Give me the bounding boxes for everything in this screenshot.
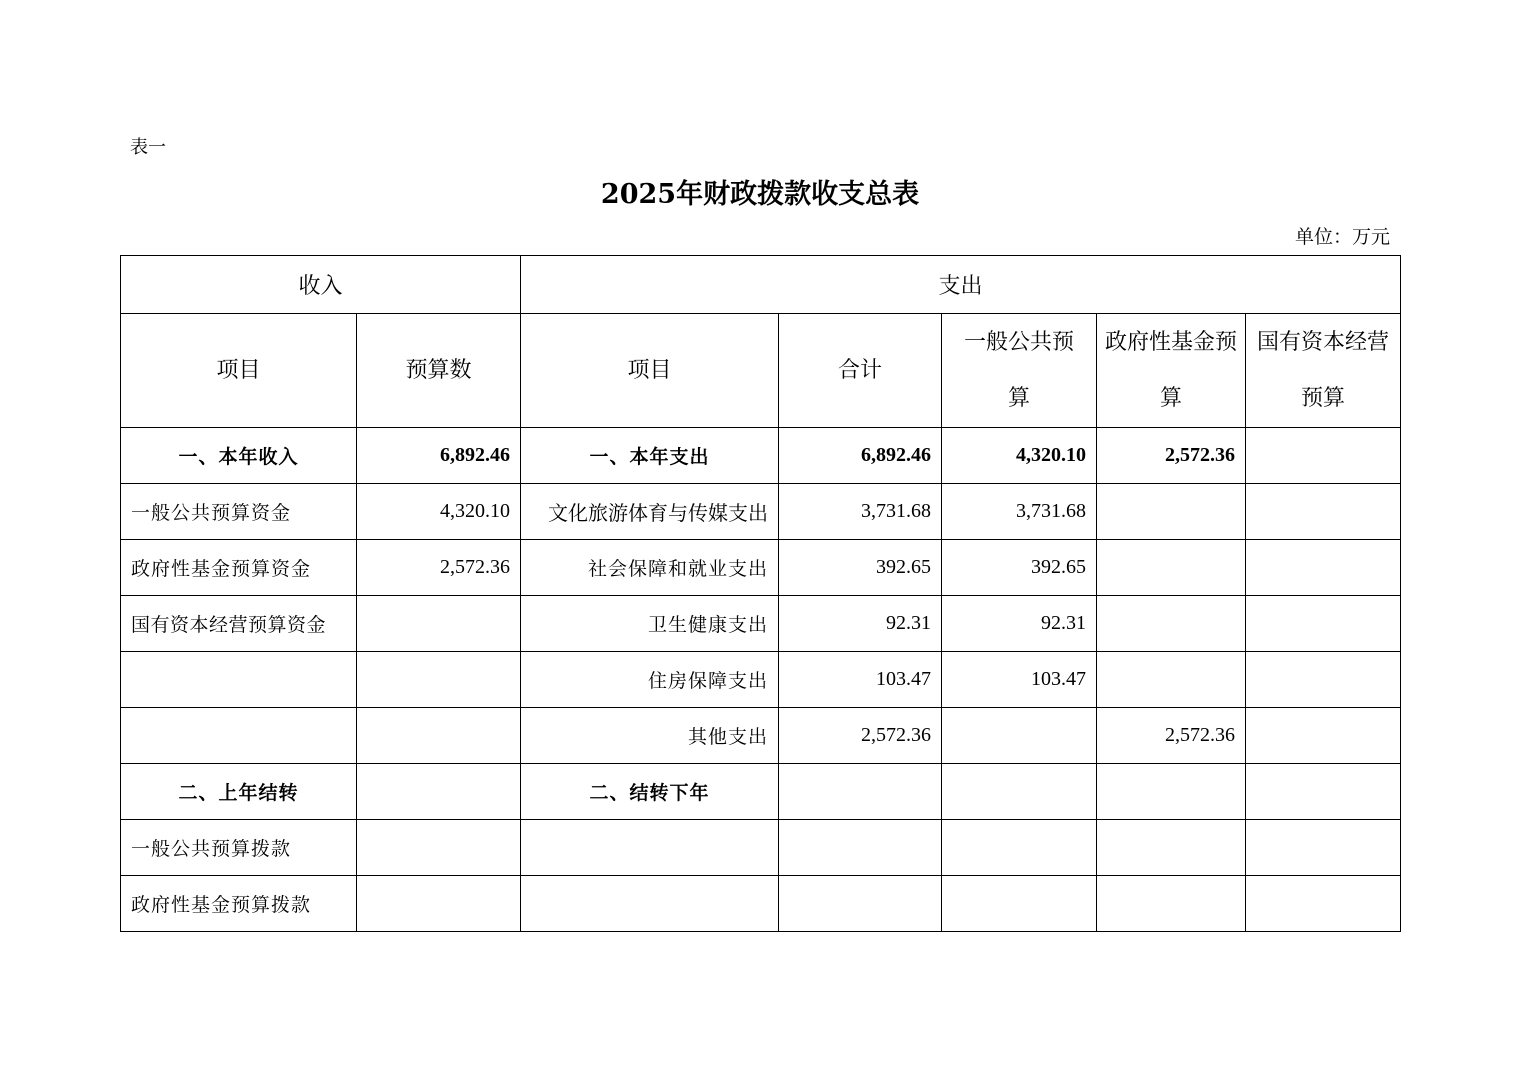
unit-label: 单位：万元 <box>1294 226 1390 248</box>
expense-item-cell: 卫生健康支出 <box>521 596 779 652</box>
expense-item-cell <box>521 876 779 932</box>
general-cell <box>942 876 1097 932</box>
table-row <box>121 484 1401 540</box>
gov-fund-cell <box>1097 652 1246 708</box>
income-budget-cell <box>357 596 521 652</box>
budget-table <box>120 255 1401 932</box>
income-item-cell: 一般公共预算资金 <box>121 484 357 540</box>
page-title: 2025年财政拨款收支总表 <box>600 179 920 210</box>
state-capital-cell <box>1246 596 1401 652</box>
gov-fund-cell <box>1097 596 1246 652</box>
total-cell: 92.31 <box>779 596 942 652</box>
state-capital-cell <box>1246 708 1401 764</box>
table-row <box>121 652 1401 708</box>
state-capital-cell <box>1246 484 1401 540</box>
table-label: 表一 <box>130 137 166 158</box>
gov-fund-cell <box>1097 764 1246 820</box>
income-budget-cell <box>357 764 521 820</box>
col-header-expense-item: 项目 <box>521 314 779 428</box>
income-budget-cell <box>357 708 521 764</box>
col-header-gov-fund: 政府性基金预算 <box>1097 314 1246 428</box>
general-cell <box>942 820 1097 876</box>
col-header-income-item: 项目 <box>121 314 357 428</box>
total-cell: 6,892.46 <box>779 428 942 484</box>
total-cell: 103.47 <box>779 652 942 708</box>
expense-item-cell: 社会保障和就业支出 <box>521 540 779 596</box>
col-header-state-capital: 国有资本经营预算 <box>1246 314 1401 428</box>
table-row <box>121 876 1401 932</box>
expense-item-cell <box>521 820 779 876</box>
income-budget-cell <box>357 652 521 708</box>
total-cell: 3,731.68 <box>779 484 942 540</box>
column-header-row <box>121 314 1401 428</box>
state-capital-cell <box>1246 876 1401 932</box>
total-cell: 2,572.36 <box>779 708 942 764</box>
expense-item-cell: 其他支出 <box>521 708 779 764</box>
income-budget-cell <box>357 820 521 876</box>
table-row <box>121 428 1401 484</box>
income-group-header: 收入 <box>121 256 521 314</box>
income-item-cell <box>121 652 357 708</box>
expense-item-cell: 二、结转下年 <box>521 764 779 820</box>
gov-fund-cell <box>1097 876 1246 932</box>
income-item-cell: 政府性基金预算拨款 <box>121 876 357 932</box>
general-cell: 4,320.10 <box>942 428 1097 484</box>
total-cell <box>779 820 942 876</box>
general-cell: 92.31 <box>942 596 1097 652</box>
state-capital-cell <box>1246 652 1401 708</box>
table-row <box>121 708 1401 764</box>
general-cell <box>942 764 1097 820</box>
general-cell: 103.47 <box>942 652 1097 708</box>
total-cell: 392.65 <box>779 540 942 596</box>
col-header-total: 合计 <box>779 314 942 428</box>
state-capital-cell <box>1246 764 1401 820</box>
table-row <box>121 764 1401 820</box>
expense-item-cell: 一、本年支出 <box>521 428 779 484</box>
gov-fund-cell <box>1097 540 1246 596</box>
table-row <box>121 820 1401 876</box>
total-cell <box>779 764 942 820</box>
income-budget-cell: 4,320.10 <box>357 484 521 540</box>
state-capital-cell <box>1246 820 1401 876</box>
group-header-row <box>121 256 1401 314</box>
state-capital-cell <box>1246 540 1401 596</box>
state-capital-cell <box>1246 428 1401 484</box>
table-row <box>121 596 1401 652</box>
income-item-cell: 政府性基金预算资金 <box>121 540 357 596</box>
income-budget-cell: 6,892.46 <box>357 428 521 484</box>
col-header-general: 一般公共预算 <box>942 314 1097 428</box>
income-item-cell <box>121 708 357 764</box>
income-item-cell: 一般公共预算拨款 <box>121 820 357 876</box>
total-cell <box>779 876 942 932</box>
income-budget-cell: 2,572.36 <box>357 540 521 596</box>
expense-item-cell: 文化旅游体育与传媒支出 <box>521 484 779 540</box>
expense-group-header: 支出 <box>521 256 1401 314</box>
income-item-cell: 一、本年收入 <box>121 428 357 484</box>
income-item-cell: 国有资本经营预算资金 <box>121 596 357 652</box>
gov-fund-cell: 2,572.36 <box>1097 708 1246 764</box>
expense-item-cell: 住房保障支出 <box>521 652 779 708</box>
gov-fund-cell <box>1097 484 1246 540</box>
general-cell: 3,731.68 <box>942 484 1097 540</box>
general-cell: 392.65 <box>942 540 1097 596</box>
gov-fund-cell <box>1097 820 1246 876</box>
income-item-cell: 二、上年结转 <box>121 764 357 820</box>
income-budget-cell <box>357 876 521 932</box>
general-cell <box>942 708 1097 764</box>
col-header-income-budget: 预算数 <box>357 314 521 428</box>
table-row <box>121 540 1401 596</box>
gov-fund-cell: 2,572.36 <box>1097 428 1246 484</box>
